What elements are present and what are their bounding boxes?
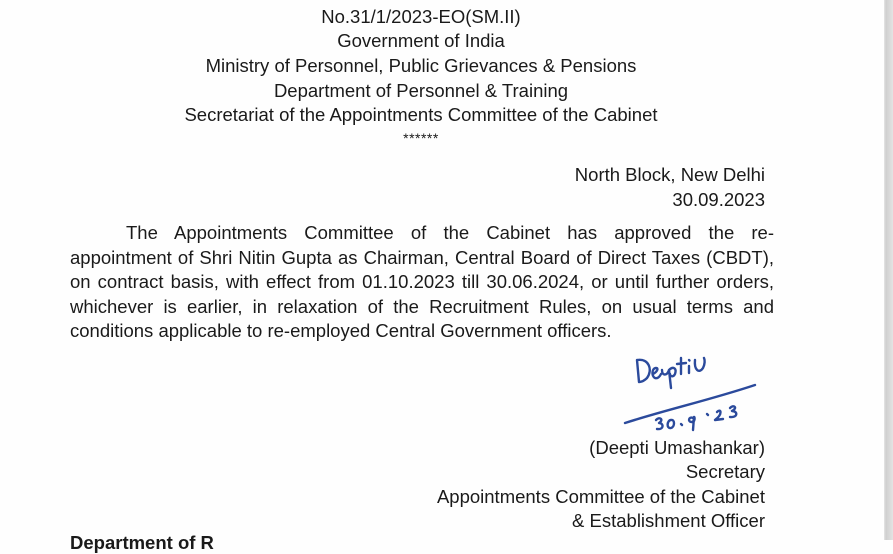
ministry-line: Ministry of Personnel, Public Grievances & Pensions [205, 55, 637, 76]
paragraph-line: whichever is earlier, in relaxation of the Recruitment Rules, on usual terms and [70, 295, 774, 317]
paragraph-line: appointment of Shri Nitin Gupta as Chairman, Central Board of Direct Taxes (CBDT), [70, 246, 774, 268]
date-line: 30.09.2023 [672, 189, 765, 210]
signatory-office-2: & Establishment Officer [572, 510, 765, 531]
signatory-name: (Deepti Umashankar) [589, 437, 765, 458]
paragraph-line: on contract basis, with effect from 01.10.2023 till 30.06.2024, or until further orders, [70, 271, 774, 293]
reference-number: No.31/1/2023-EO(SM.II) [321, 6, 521, 27]
place-line: North Block, New Delhi [574, 164, 765, 185]
order-paragraph [70, 221, 774, 344]
department-line: Department of Personnel & Training [273, 80, 569, 101]
signatory-designation: Secretary [685, 461, 765, 482]
page-edge-shadow [884, 0, 893, 540]
handwritten-signature-icon [615, 340, 765, 435]
signatory-office: Appointments Committee of the Cabinet [436, 486, 765, 507]
separator-stars: ****** [403, 130, 439, 146]
paragraph-line: conditions applicable to re-employed Central Government officers. [70, 320, 612, 342]
secretariat-line: Secretariat of the Appointments Committee of the Cabinet [184, 104, 658, 125]
paragraph-line: The Appointments Committee of the Cabinet has approved the re- [126, 222, 774, 243]
cut-off-line: Department of R [70, 532, 214, 553]
government-line: Government of India [337, 30, 505, 51]
